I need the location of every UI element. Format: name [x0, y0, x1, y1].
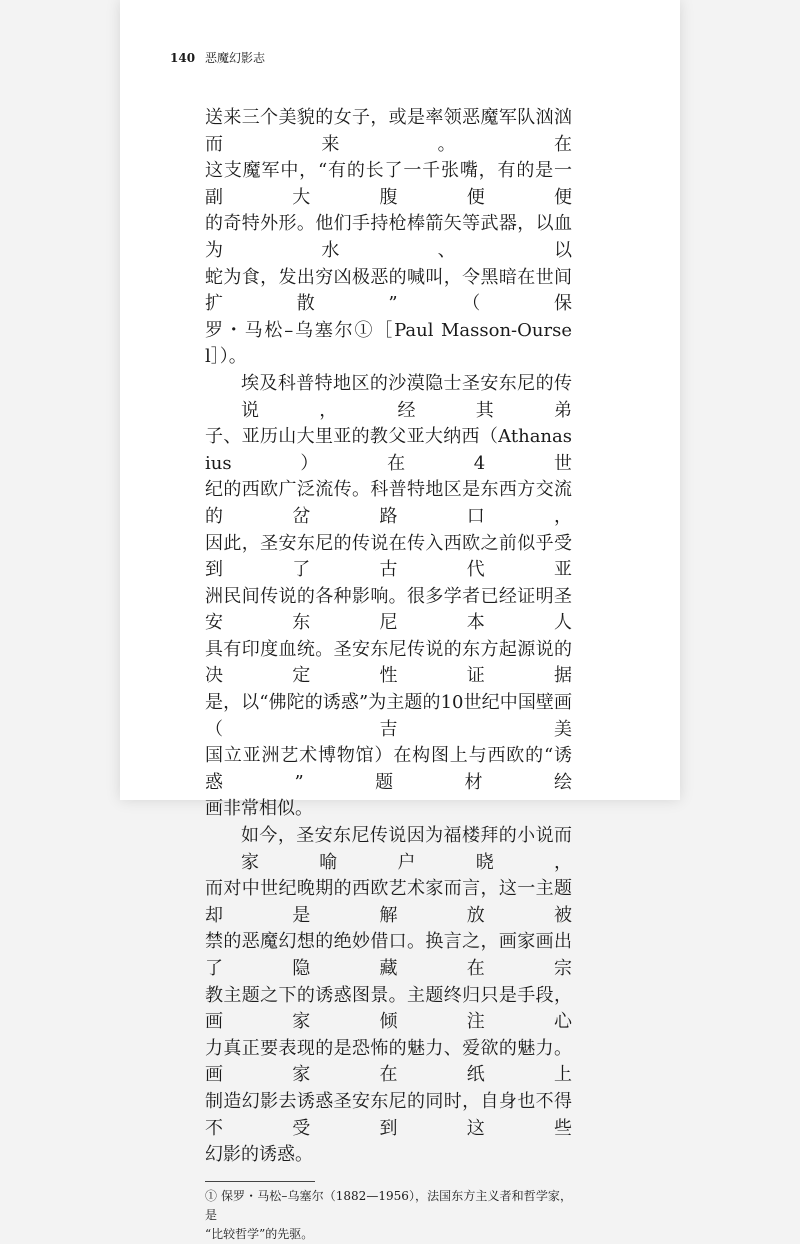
body-text [205, 105, 572, 1169]
footnote-line: “比较哲学”的先驱。 [205, 1226, 314, 1241]
text-line: 具有印度血统。圣安东尼传说的东方起源说的决定性证据 [205, 638, 572, 687]
text-line: 子、亚历山大里亚的教父亚大纳西（Athanasius）在4世 [205, 426, 572, 474]
book-page [120, 0, 680, 1241]
running-header-title: 恶魔幻影志 [205, 51, 266, 65]
text-line: 因此，圣安东尼的传说在传入西欧之前似乎受到了古代亚 [205, 532, 572, 581]
text-line: 送来三个美貌的女子，或是率领恶魔军队汹汹而来。在 [205, 107, 572, 155]
text-line: 如今，圣安东尼传说因为福楼拜的小说而家喻户晓， [241, 825, 572, 873]
text-line: 的奇特外形。他们手持枪棒箭矢等武器，以血为水、以 [205, 213, 572, 261]
text-line: 而对中世纪晚期的西欧艺术家而言，这一主题却是解放被 [205, 878, 572, 926]
text-line: 纪的西欧广泛流传。科普特地区是东西方交流的岔路口， [205, 479, 572, 527]
text-line: 蛇为食，发出穷凶极恶的喊叫，令黑暗在世间扩散”（保 [205, 266, 572, 315]
page-number: 140 [170, 51, 196, 65]
text-line: 罗・马松–乌塞尔①［Paul Masson-Oursel］）。 [205, 319, 572, 368]
text-line: 幻影的诱惑。 [205, 1144, 313, 1166]
text-line: 埃及科普特地区的沙漠隐士圣安东尼的传说，经其弟 [241, 372, 572, 421]
text-line: 制造幻影去诱惑圣安东尼的同时，自身也不得不受到这些 [205, 1090, 572, 1139]
footnote-line: ① 保罗・马松–乌塞尔（1882—1956），法国东方主义者和哲学家，是 [205, 1188, 572, 1222]
text-line: 这支魔军中，“有的长了一千张嘴，有的是一副大腹便便 [205, 160, 572, 208]
footnote [205, 1187, 572, 1244]
text-flow [205, 105, 572, 1244]
text-line: 画非常相似。 [205, 798, 313, 820]
text-line: 国立亚洲艺术博物馆）在构图上与西欧的“诱惑”题材绘 [205, 745, 572, 793]
text-line: 是，以“佛陀的诱惑”为主题的10世纪中国壁画（吉美 [205, 692, 572, 740]
text-line: 力真正要表现的是恐怖的魅力、爱欲的魅力。画家在纸上 [205, 1037, 572, 1086]
text-line: 教主题之下的诱惑图景。主题终归只是手段，画家倾注心 [205, 984, 572, 1033]
text-line: 禁的恶魔幻想的绝妙借口。换言之，画家画出了隐藏在宗 [205, 931, 572, 979]
footnote-divider [205, 1181, 315, 1182]
text-line: 洲民间传说的各种影响。很多学者已经证明圣安东尼本人 [205, 585, 572, 634]
